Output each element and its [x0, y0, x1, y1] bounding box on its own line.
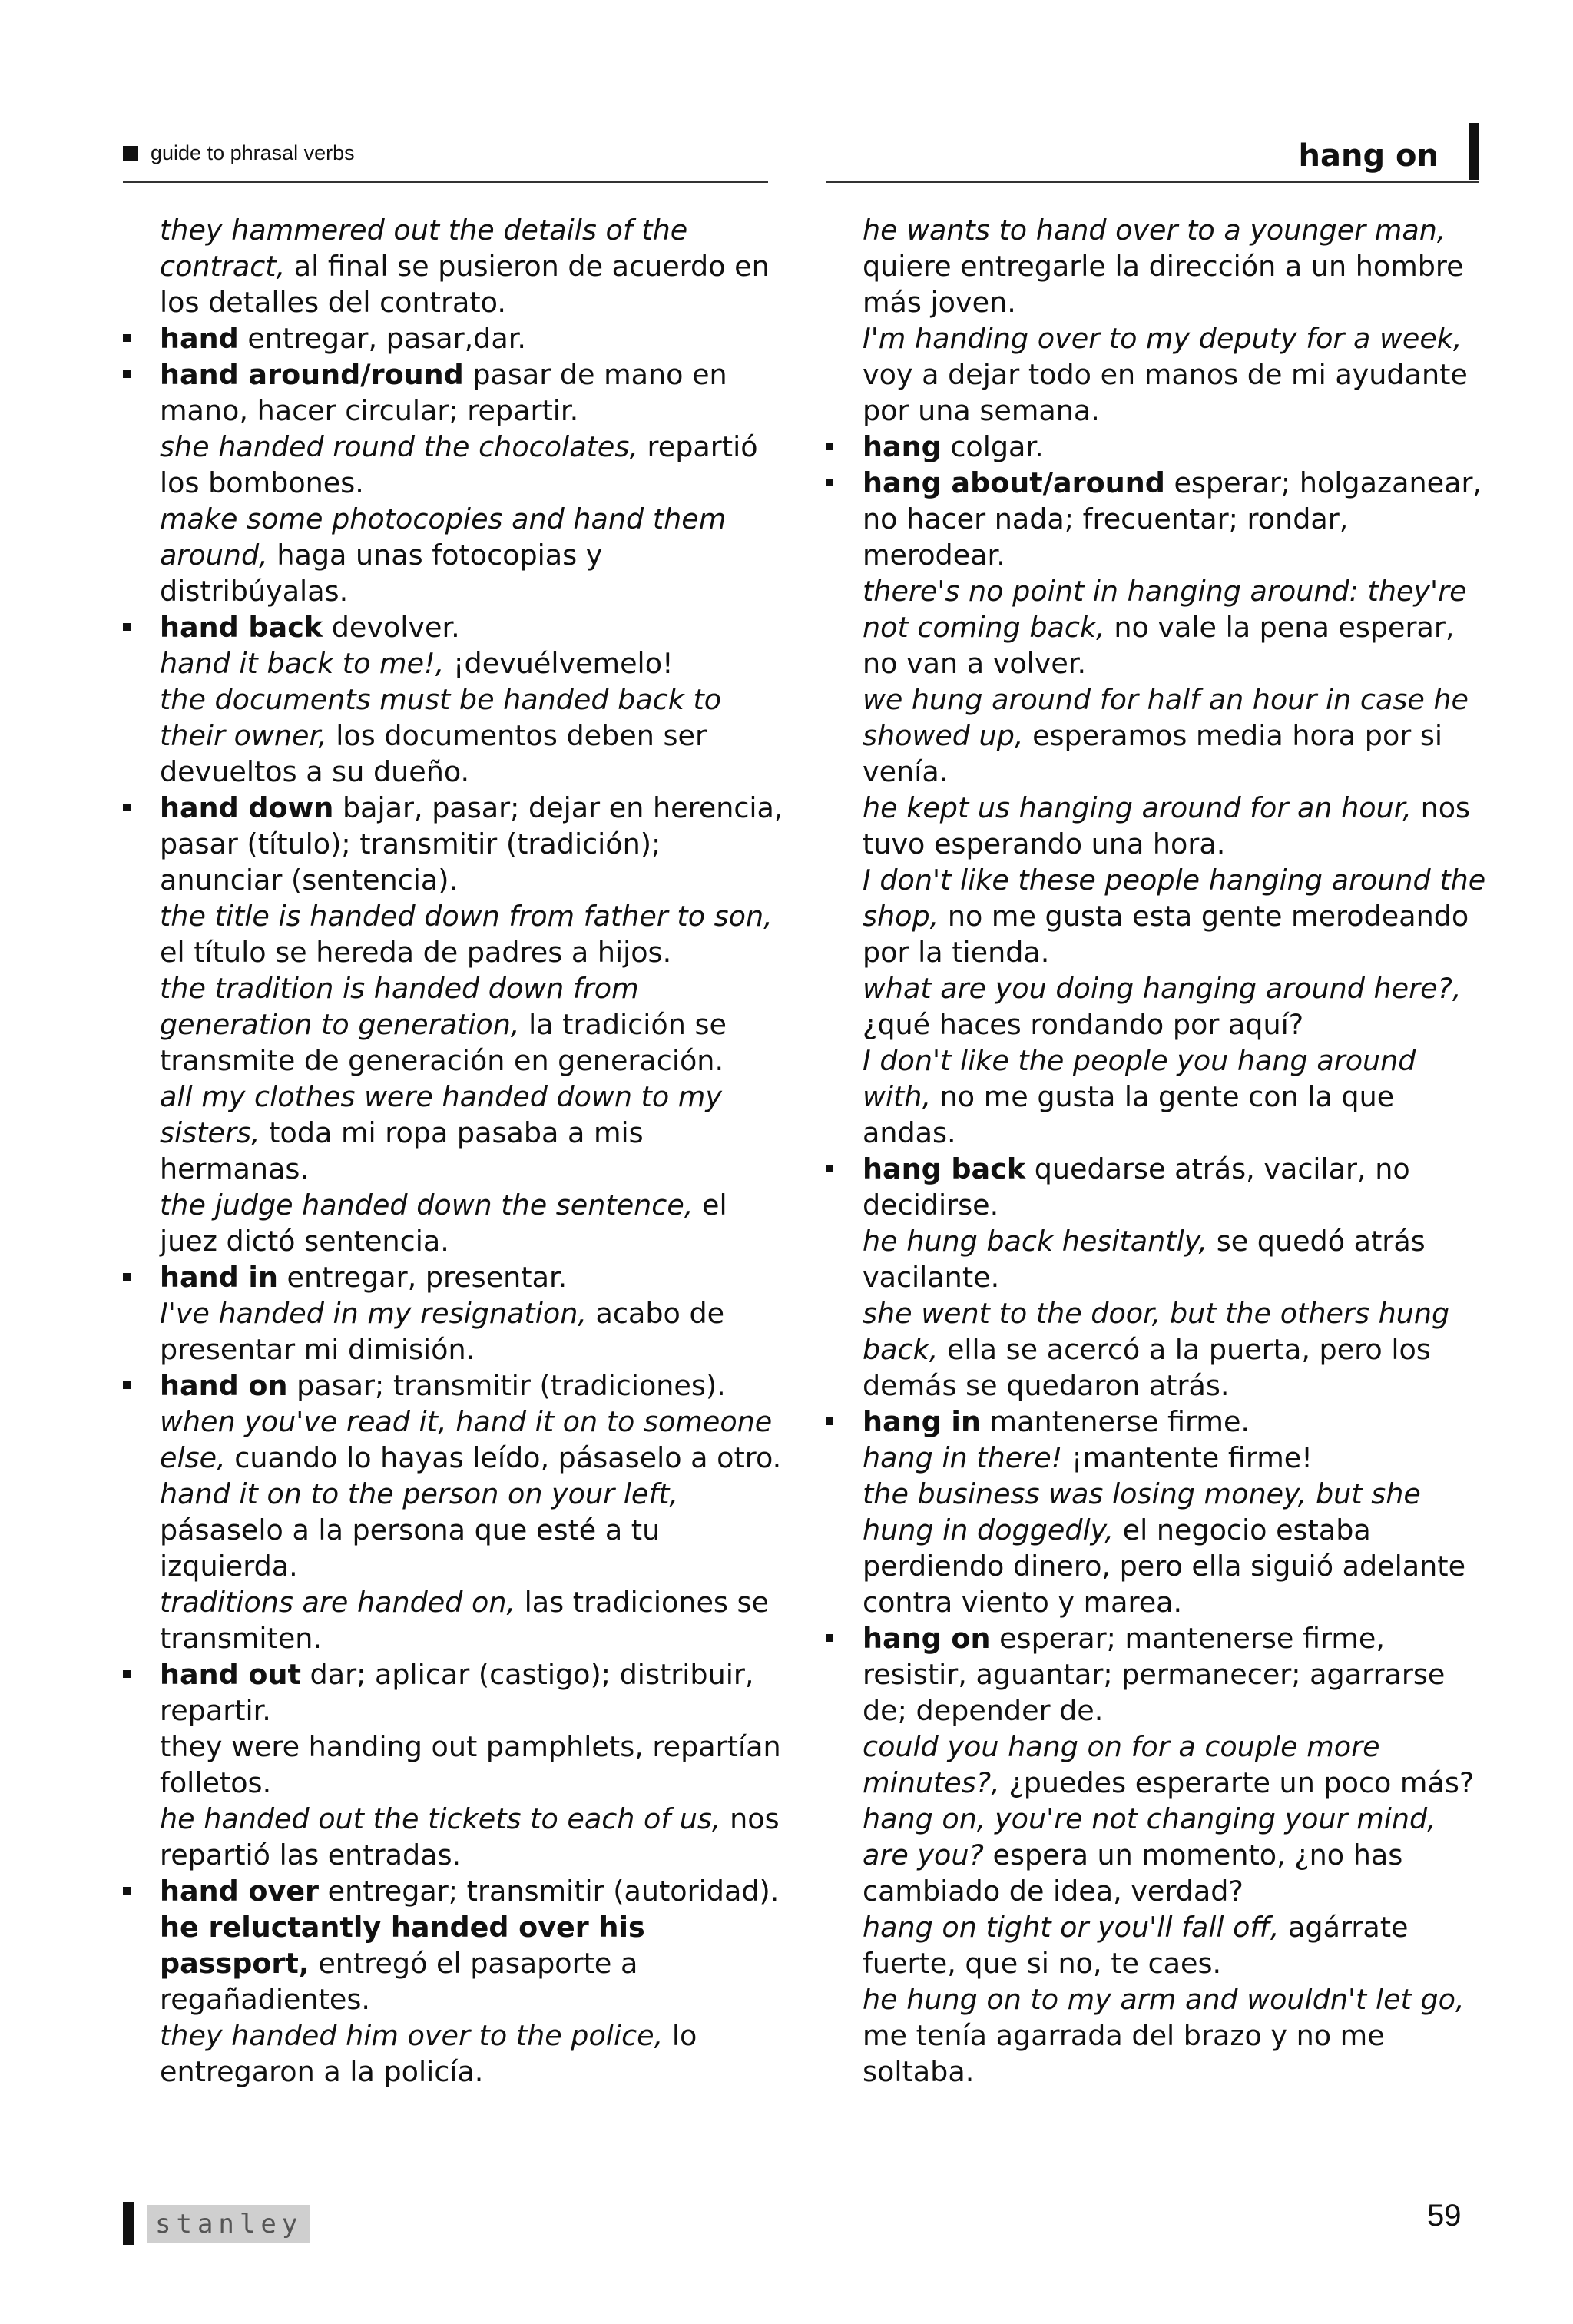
example-translation: ¡devuélvemelo! [444, 647, 674, 680]
example-sentence [160, 429, 783, 501]
example-sentence [160, 898, 783, 970]
vertical-bar-icon [1469, 123, 1479, 180]
example-translation: entregó el pasaporte a regañadientes. [160, 1947, 638, 2016]
headword: hand back [160, 611, 323, 644]
example-translation: no vale la pena esperar, no van a volver. [863, 611, 1455, 680]
headword: hang back [863, 1152, 1026, 1185]
example-translation: nos tuvo esperando una hora. [863, 791, 1471, 860]
headword: hang about/around [863, 466, 1165, 499]
example-sentence [863, 1476, 1486, 1620]
headword: hand on [160, 1369, 288, 1402]
example-translation: no me gusta la gente con la que andas. [863, 1080, 1395, 1149]
example-english: the title is handed down from father to son, [160, 900, 773, 933]
example-sentence [863, 681, 1486, 790]
example-translation: al final se pusieron de acuerdo en los detalles del contrato. [160, 250, 770, 319]
example-english: we hung around for half an hour in case he showed up, [863, 683, 1469, 752]
dictionary-entry [123, 1656, 783, 1729]
example-english: hand it on to the person on your left, [160, 1477, 679, 1510]
example-english: when you've read it, hand it on to someone else, [160, 1405, 773, 1474]
headword: hand down [160, 791, 334, 824]
example-sentence [863, 1981, 1486, 2090]
example-english: hang in there! [863, 1441, 1063, 1474]
example-translation: repartió los bombones. [160, 430, 758, 499]
definition: esperar; holgazanear, no hacer nada; frecuentar; rondar, merodear. [863, 466, 1482, 572]
example-sentence [863, 1295, 1486, 1404]
example-english: hang on, you're not changing your mind, are you? [863, 1802, 1436, 1871]
entry-bullet-icon [123, 1381, 131, 1389]
entry-bullet-icon [123, 1887, 131, 1895]
example-sentence [160, 1187, 783, 1259]
example-translation: repartían folletos. [160, 1730, 781, 1799]
entry-bullet-icon [826, 1417, 833, 1425]
page-number: 59 [1427, 2199, 1462, 2233]
example-sentence [863, 1909, 1486, 1981]
example-translation: toda mi ropa pasaba a mis hermanas. [160, 1116, 644, 1185]
example-english: I'm handing over to my deputy for a week, [863, 322, 1462, 355]
example-sentence [160, 970, 783, 1079]
example-english: hang on tight or you'll fall off, [863, 1911, 1280, 1944]
running-header-left [123, 132, 768, 183]
example-translation: el título se hereda de padres a hijos. [160, 936, 672, 969]
example-translation: los documentos deben ser devueltos a su dueño. [160, 719, 707, 788]
example-sentence [863, 970, 1486, 1043]
dictionary-entry [826, 429, 1486, 465]
entry-bullet-icon [123, 1670, 131, 1678]
dictionary-entry [123, 320, 783, 356]
example-sentence [863, 862, 1486, 970]
example-sentence [863, 1043, 1486, 1151]
example-english: he hung back hesitantly, [863, 1225, 1208, 1258]
example-english: they were handing out pamphlets, [160, 1730, 644, 1763]
example-sentence [863, 1729, 1486, 1801]
example-english: she went to the door, but the others hung back, [863, 1297, 1450, 1366]
entry-bullet-icon [123, 804, 131, 811]
example-english: she handed round the chocolates, [160, 430, 638, 463]
definition: quedarse atrás, vacilar, no decidirse. [863, 1152, 1410, 1222]
definition: devolver. [323, 611, 460, 644]
publisher-logo: stanley [147, 2205, 310, 2243]
example-english: I don't like the people you hang around with, [863, 1044, 1416, 1113]
headword: hang in [863, 1405, 981, 1438]
example-english: the tradition is handed down from generation to generation, [160, 972, 639, 1041]
example-sentence [160, 1476, 783, 1584]
example-translation: pásaselo a la persona que esté a tu izquierda. [160, 1513, 661, 1583]
example-sentence [160, 1729, 783, 1801]
example-sentence [863, 1440, 1486, 1476]
example-english: traditions are handed on, [160, 1586, 516, 1619]
footer-bar-icon [123, 2202, 134, 2245]
example-sentence [863, 320, 1486, 429]
example-english: there's no point in hanging around: they're not coming back, [863, 575, 1467, 644]
example-translation: acabo de presentar mi dimisión. [160, 1297, 725, 1366]
entry-bullet-icon [123, 370, 131, 378]
example-sentence [160, 681, 783, 790]
example-sentence [160, 1909, 783, 2017]
example-sentence [863, 212, 1486, 320]
running-header-right [826, 132, 1479, 183]
example-sentence [160, 2017, 783, 2090]
example-translation: espera un momento, ¿no has cambiado de idea, verdad? [863, 1838, 1403, 1908]
dictionary-entry [123, 1368, 783, 1404]
headword: hand in [160, 1261, 278, 1294]
guide-word: hang on [1298, 138, 1439, 174]
example-sentence [160, 1801, 783, 1873]
dictionary-entry [826, 1151, 1486, 1223]
example-english: he hung on to my arm and wouldn't let go, [863, 1983, 1465, 2016]
entry-bullet-icon [826, 1165, 833, 1172]
left-column [123, 212, 783, 2090]
headword: hand [160, 322, 239, 355]
example-translation: se quedó atrás vacilante. [863, 1225, 1426, 1294]
example-translation: la tradición se transmite de generación en generación. [160, 1008, 727, 1077]
example-translation: no me gusta esta gente merodeando por la tienda. [863, 900, 1469, 969]
entry-bullet-icon [123, 623, 131, 631]
example-translation: ¿puedes esperarte un poco más? [999, 1766, 1475, 1799]
headword: hang on [863, 1622, 991, 1655]
example-english: what are you doing hanging around here?, [863, 972, 1462, 1005]
square-bullet-icon [123, 146, 138, 161]
example-translation: voy a dejar todo en manos de mi ayudante por una semana. [863, 358, 1468, 427]
example-english: the judge handed down the sentence, [160, 1189, 694, 1222]
definition: pasar de mano en mano, hacer circular; repartir. [160, 358, 727, 427]
example-sentence [160, 501, 783, 609]
example-english: I've handed in my resignation, [160, 1297, 587, 1330]
example-sentence [160, 212, 783, 320]
example-translation: esperamos media hora por si venía. [863, 719, 1443, 788]
example-english: all my clothes were handed down to my sisters, [160, 1080, 722, 1149]
dictionary-entry [123, 609, 783, 645]
dictionary-entry [123, 790, 783, 898]
example-translation: el negocio estaba perdiendo dinero, pero ella siguió adelante contra viento y marea. [863, 1513, 1466, 1619]
example-translation: agárrate fuerte, que si no, te caes. [863, 1911, 1409, 1980]
example-translation: lo entregaron a la policía. [160, 2019, 697, 2088]
dictionary-entry [123, 1259, 783, 1295]
example-sentence [160, 1295, 783, 1368]
definition: esperar; mantenerse firme, resistir, aguantar; permanecer; agarrarse de; depender de. [863, 1622, 1446, 1727]
example-english: they handed him over to the police, [160, 2019, 664, 2052]
example-english: he reluctantly handed over his passport, [160, 1911, 645, 1980]
entry-bullet-icon [123, 334, 131, 342]
entry-bullet-icon [826, 1634, 833, 1642]
example-sentence [863, 790, 1486, 862]
example-english: make some photocopies and hand them around, [160, 502, 727, 572]
example-translation: ella se acercó a la puerta, pero los demás se quedaron atrás. [863, 1333, 1431, 1402]
example-english: they hammered out the details of the contract, [160, 214, 688, 283]
section-label: guide to phrasal verbs [151, 141, 355, 164]
example-english: he wants to hand over to a younger man, [863, 214, 1446, 247]
definition: dar; aplicar (castigo); distribuir, repartir. [160, 1658, 754, 1727]
entry-bullet-icon [123, 1273, 131, 1281]
example-english: he handed out the tickets to each of us, [160, 1802, 721, 1835]
example-translation: quiere entregarle la dirección a un hombre más joven. [863, 250, 1464, 319]
dictionary-entry [826, 1404, 1486, 1440]
example-sentence [863, 573, 1486, 681]
headword: hang [863, 430, 942, 463]
example-english: could you hang on for a couple more minutes?, [863, 1730, 1380, 1799]
example-sentence [160, 1079, 783, 1187]
dictionary-entry [123, 1873, 783, 1909]
example-translation: ¿qué haces rondando por aquí? [863, 1008, 1304, 1041]
entry-bullet-icon [826, 479, 833, 486]
example-sentence [160, 645, 783, 681]
example-translation: haga unas fotocopias y distribúyalas. [160, 539, 603, 608]
example-english: he kept us hanging around for an hour, [863, 791, 1412, 824]
example-translation: me tenía agarrada del brazo y no me soltaba. [863, 2019, 1385, 2088]
definition: entregar; transmitir (autoridad). [319, 1875, 780, 1908]
example-english: hand it back to me!, [160, 647, 445, 680]
example-translation: cuando lo hayas leído, pásaselo a otro. [225, 1441, 782, 1474]
definition: mantenerse firme. [980, 1405, 1250, 1438]
definition: pasar; transmitir (tradiciones). [287, 1369, 726, 1402]
headword: hand over [160, 1875, 320, 1908]
entry-bullet-icon [826, 443, 833, 450]
example-translation: las tradiciones se transmiten. [160, 1586, 770, 1655]
definition: bajar, pasar; dejar en herencia, pasar (título); transmitir (tradición); anunciar (sentencia). [160, 791, 783, 897]
example-translation: el juez dictó sentencia. [160, 1189, 727, 1258]
example-translation: ¡mantente firme! [1062, 1441, 1313, 1474]
example-english: I don't like these people hanging around the shop, [863, 864, 1486, 933]
dictionary-entry [123, 356, 783, 429]
headword: hand around/round [160, 358, 464, 391]
dictionary-entry [826, 1620, 1486, 1729]
headword: hand out [160, 1658, 301, 1691]
example-english: the documents must be handed back to their owner, [160, 683, 722, 752]
dictionary-entry [826, 465, 1486, 573]
example-sentence [863, 1223, 1486, 1295]
definition: colgar. [941, 430, 1044, 463]
example-sentence [863, 1801, 1486, 1909]
example-sentence [160, 1404, 783, 1476]
definition: entregar, pasar,dar. [238, 322, 526, 355]
right-column [826, 212, 1486, 2090]
example-translation: nos repartió las entradas. [160, 1802, 780, 1871]
example-english: the business was losing money, but she hung in doggedly, [863, 1477, 1421, 1547]
definition: entregar, presentar. [277, 1261, 568, 1294]
example-sentence [160, 1584, 783, 1656]
